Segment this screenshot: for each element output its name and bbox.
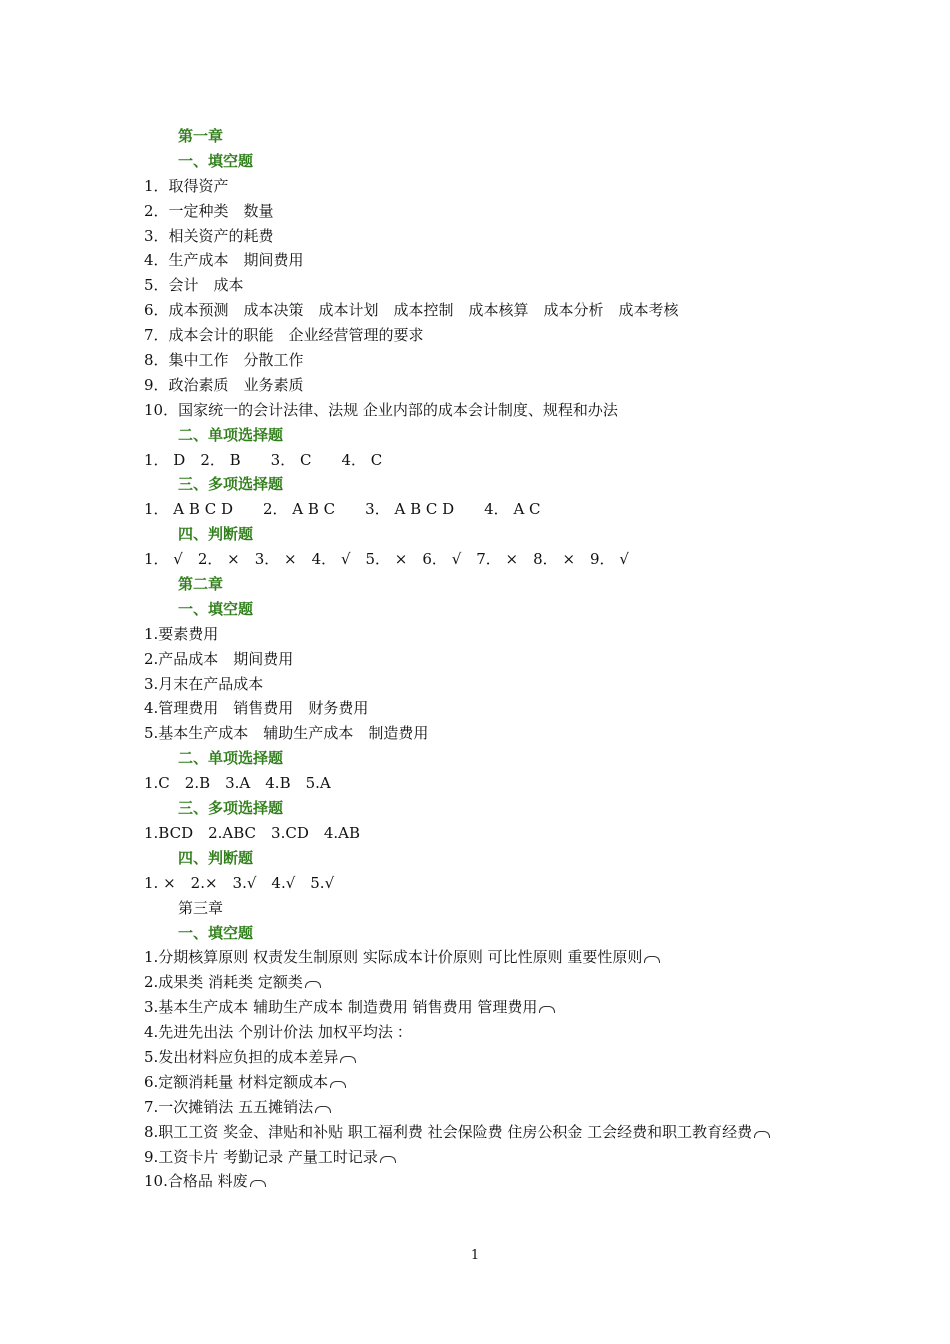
ch1-section-fill-blank: 一、填空题 [178,151,254,170]
ch3-fill-1-text: 1.分期核算原则 权责发生制原则 实际成本计价原则 可比性原则 重要性原则 [144,948,643,967]
ch1-single-choice-answers: 1． D 2． B 3． C 4． C [144,450,383,469]
ch3-fill-3-text: 3.基本生产成本 辅助生产成本 制造费用 销售费用 管理费用 [144,998,538,1017]
ch1-section-single-choice: 二、单项选择题 [178,425,284,444]
paragraph-mark-icon [539,1006,555,1013]
ch1-fill-10: 10．国家统一的会计法律、法规 企业内部的成本会计制度、规程和办法 [144,400,618,419]
paragraph-mark-icon [330,1081,346,1088]
ch3-fill-3 [144,995,824,1020]
paragraph-mark-icon [340,1056,356,1063]
ch1-fill-7: 7．成本会计的职能 企业经营管理的要求 [144,326,424,345]
ch2-fill-4: 4.管理费用 销售费用 财务费用 [144,699,369,718]
ch1-section-true-false: 四、判断题 [178,525,254,544]
ch2-true-false-answers: 1. × 2.× 3.√ 4.√ 5.√ [144,873,335,892]
answer-content [144,124,824,1194]
ch3-fill-5-text: 5.发出材料应负担的成本差异 [144,1047,339,1066]
ch2-fill-1: 1.要素费用 [144,624,219,643]
ch3-fill-2 [144,970,824,995]
paragraph-mark-icon [644,956,660,963]
ch3-fill-1 [144,945,824,970]
ch1-fill-3: 3．相关资产的耗费 [144,226,274,245]
ch1-true-false-answers: 1． √ 2． × 3． × 4． √ 5． × 6． √ 7． × 8． × 9． √ [144,550,629,569]
ch3-fill-10-text: 10.合格品 料废 [144,1172,248,1191]
ch1-fill-2: 2．一定种类 数量 [144,201,274,220]
chapter-2-title: 第二章 [178,575,224,594]
ch3-fill-4-text: 4.先进先出法 个别计价法 加权平均法 [144,1023,393,1042]
ch3-fill-2-text: 2.成果类 消耗类 定额类 [144,973,303,992]
paragraph-mark-icon [305,981,321,988]
ch1-fill-6: 6．成本预测 成本决策 成本计划 成本控制 成本核算 成本分析 成本考核 [144,301,679,320]
ch1-multi-choice-answers: 1． A B C D 2． A B C 3． A B C D 4． A C [144,500,541,519]
ch1-fill-1: 1．取得资产 [144,176,229,195]
ch2-fill-5: 5.基本生产成本 辅助生产成本 制造费用 [144,724,429,743]
ch1-fill-9: 9．政治素质 业务素质 [144,375,304,394]
ch3-section-fill-blank: 一、填空题 [178,923,254,942]
ch1-fill-5: 5．会计 成本 [144,276,244,295]
ch2-fill-3: 3.月末在产品成本 [144,674,264,693]
paragraph-mark-icon [380,1156,396,1163]
ch3-fill-4 [144,1020,824,1045]
ch3-fill-6 [144,1070,824,1095]
paragraph-mark-icon [315,1106,331,1113]
ch3-fill-10 [144,1169,824,1194]
ch3-fill-4-colon: ： [396,1023,412,1042]
paragraph-mark-icon [754,1131,770,1138]
ch3-fill-9-text: 9.工资卡片 考勤记录 产量工时记录 [144,1147,378,1166]
ch2-section-fill-blank: 一、填空题 [178,599,254,618]
ch2-single-choice-answers: 1.C 2.B 3.A 4.B 5.A [144,774,331,793]
ch1-fill-8: 8．集中工作 分散工作 [144,351,304,370]
ch3-fill-6-text: 6.定额消耗量 材料定额成本 [144,1072,329,1091]
chapter-1-title: 第一章 [178,127,224,145]
chapter-3-title: 第三章 [178,898,224,917]
ch3-fill-7-text: 7.一次摊销法 五五摊销法 [144,1097,314,1116]
ch2-multi-choice-answers: 1.BCD 2.ABC 3.CD 4.AB [144,823,361,842]
page-number: 1 [470,1248,480,1263]
ch2-fill-2: 2.产品成本 期间费用 [144,649,294,668]
ch3-fill-5 [144,1045,824,1070]
ch3-fill-7 [144,1095,824,1120]
ch3-fill-9 [144,1145,824,1170]
ch2-section-single-choice: 二、单项选择题 [178,749,284,768]
ch1-section-multi-choice: 三、多项选择题 [178,475,284,494]
paragraph-mark-icon [250,1180,266,1187]
ch3-fill-8-text: 8.职工工资 奖金、津贴和补贴 职工福利费 社会保险费 住房公积金 工会经费和职工教育经费 [144,1122,753,1141]
ch1-fill-4: 4．生产成本 期间费用 [144,251,304,270]
ch3-fill-8 [144,1120,824,1145]
ch2-section-true-false: 四、判断题 [178,848,254,867]
ch2-section-multi-choice: 三、多项选择题 [178,799,284,818]
